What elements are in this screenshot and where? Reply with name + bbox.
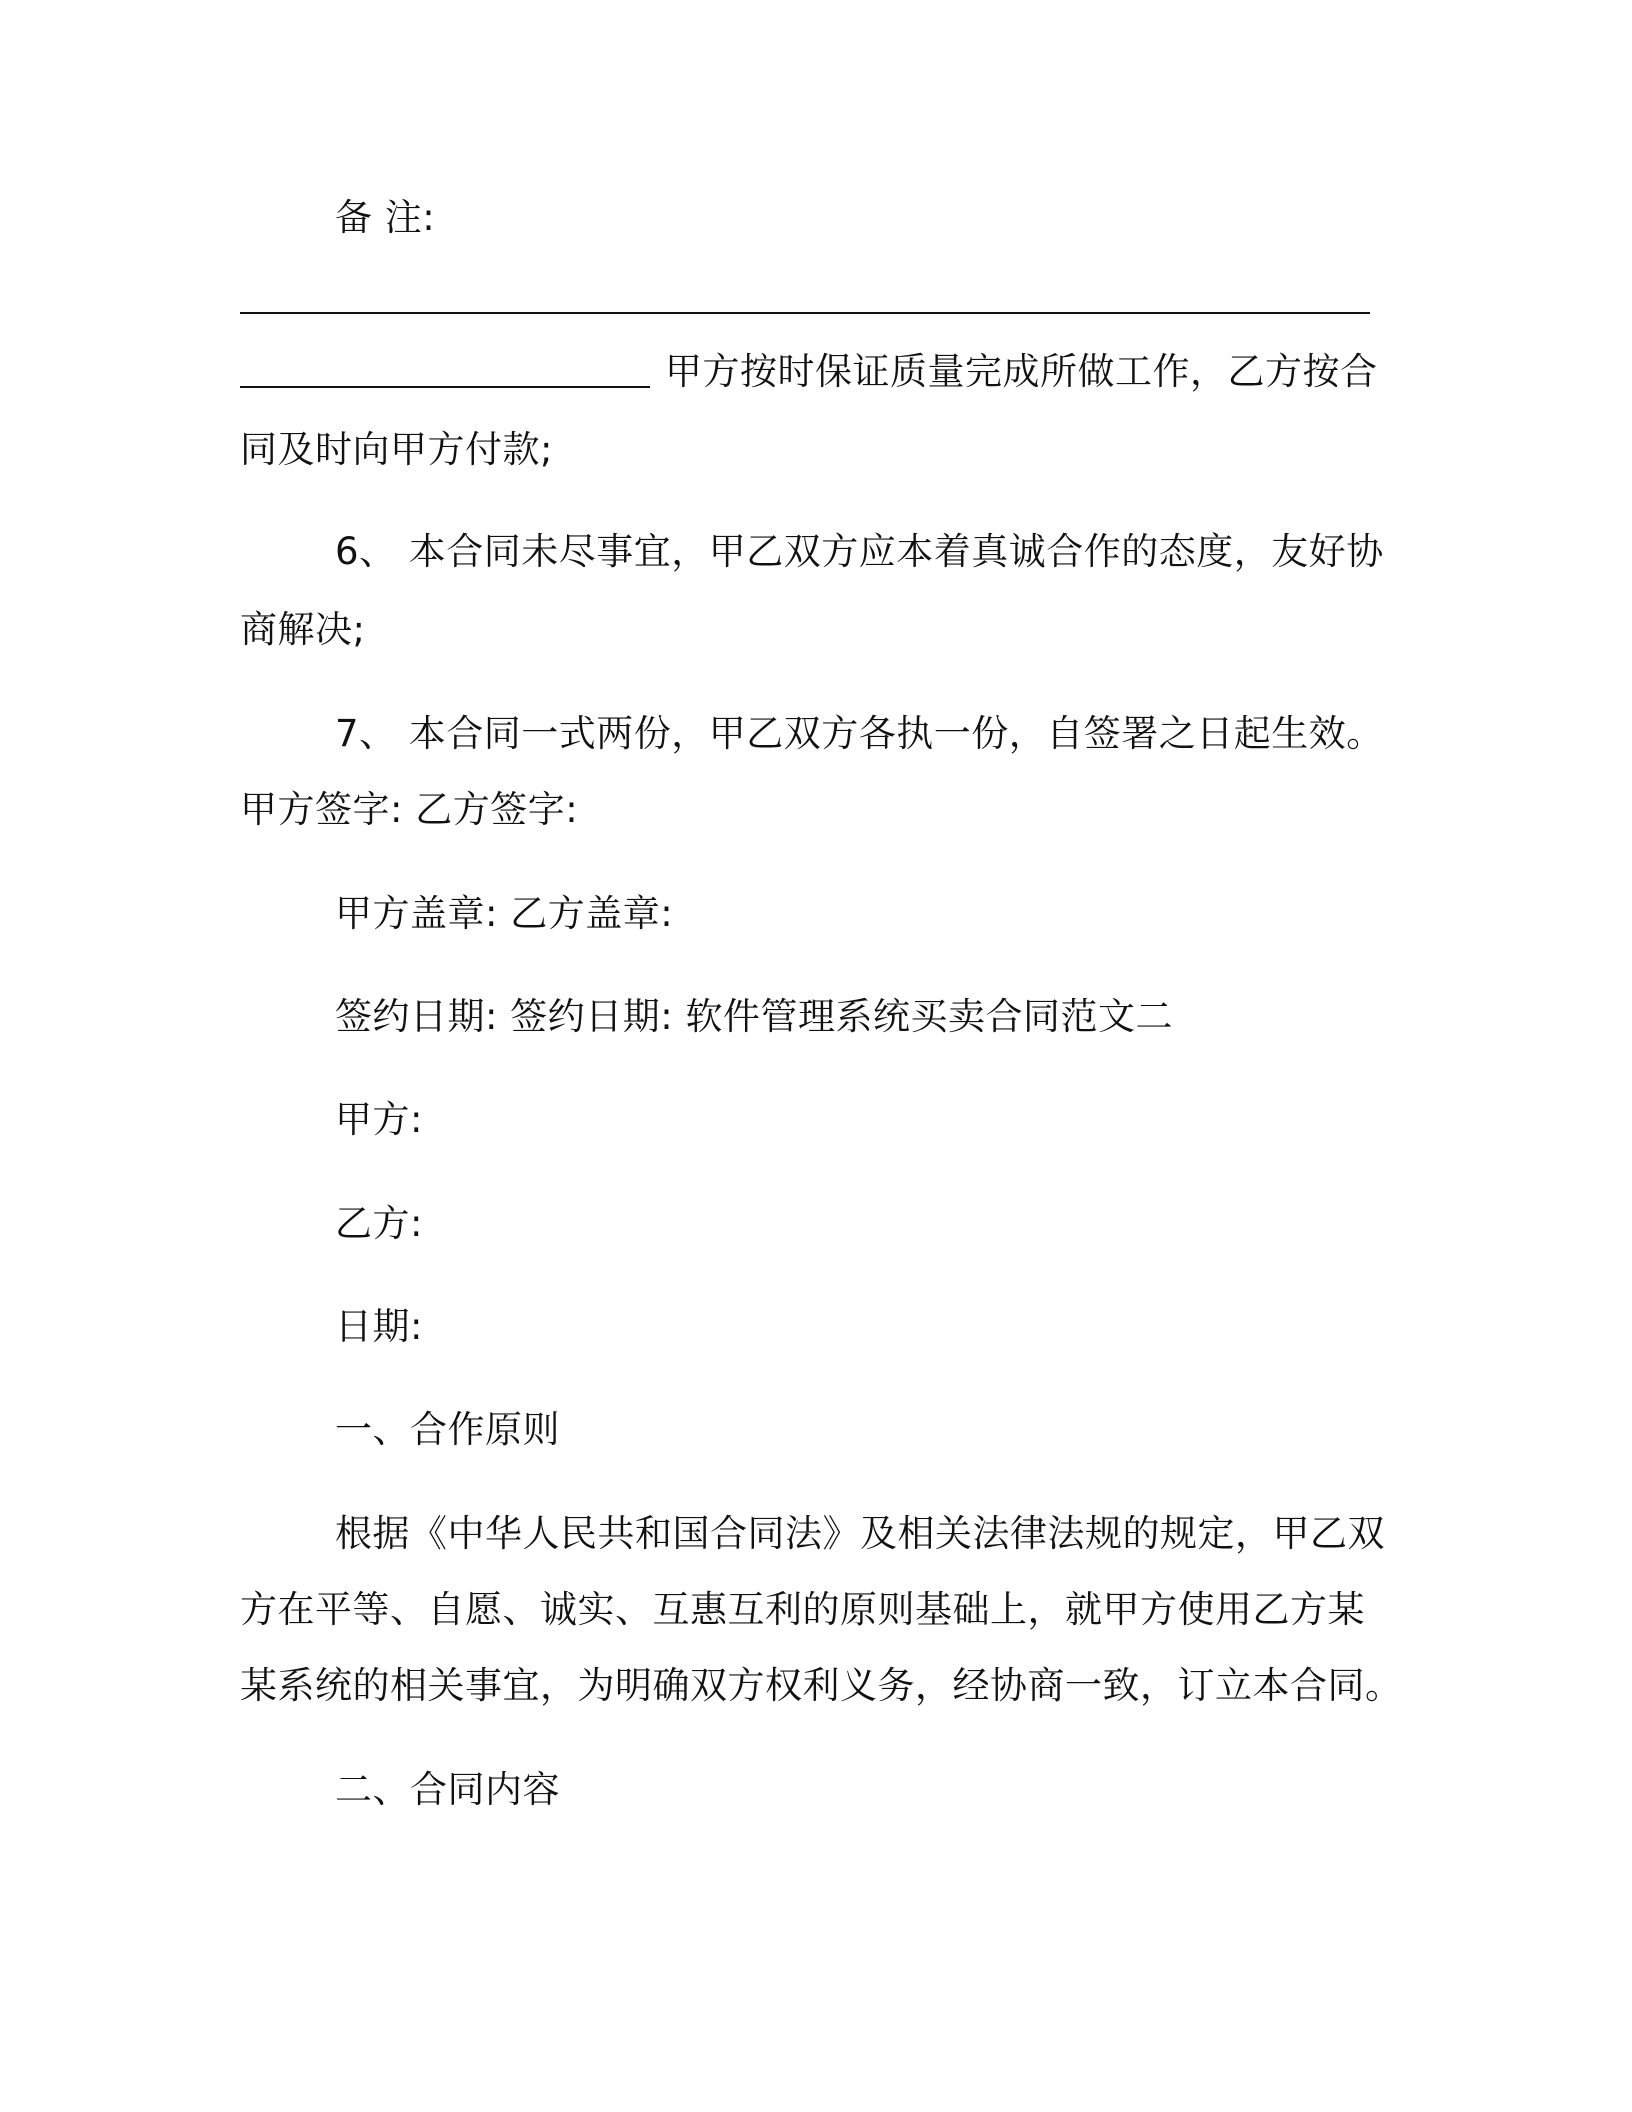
seal-line: 甲方盖章: 乙方盖章: bbox=[335, 892, 674, 935]
section1-heading: 一、合作原则 bbox=[335, 1408, 560, 1451]
party-a-label: 甲方: bbox=[335, 1098, 423, 1141]
clause5-continuation: 同及时向甲方付款; bbox=[240, 428, 553, 471]
clause6-line1: 6、 本合同未尽事宜，甲乙双方应本着真诚合作的态度，友好协 bbox=[335, 530, 1384, 573]
clause5-end-text: 甲方按时保证质量完成所做工作，乙方按合 bbox=[665, 350, 1378, 393]
signatures-line: 甲方签字: 乙方签字: bbox=[240, 788, 579, 831]
signing-date-line: 签约日期: 签约日期: 软件管理系统买卖合同范文二 bbox=[335, 995, 1173, 1038]
remarks-label: 备 注: bbox=[335, 196, 436, 239]
section1-paragraph-line1: 根据《中华人民共和国合同法》及相关法律法规的规定，甲乙双 bbox=[335, 1512, 1385, 1555]
party-b-label: 乙方: bbox=[335, 1202, 423, 1245]
clause6-line2: 商解决; bbox=[240, 608, 366, 651]
date-label: 日期: bbox=[335, 1305, 423, 1348]
blank-fill-line bbox=[240, 312, 1370, 314]
section1-paragraph-line2: 方在平等、自愿、诚实、互惠互利的原则基础上，就甲方使用乙方某 bbox=[240, 1588, 1365, 1631]
clause7-line1: 7、 本合同一式两份，甲乙双方各执一份，自签署之日起生效。 bbox=[335, 712, 1384, 755]
blank-fill-line-short bbox=[240, 386, 650, 388]
section2-heading: 二、合同内容 bbox=[335, 1768, 560, 1811]
section1-paragraph-line3: 某系统的相关事宜，为明确双方权利义务，经协商一致，订立本合同。 bbox=[240, 1664, 1403, 1707]
